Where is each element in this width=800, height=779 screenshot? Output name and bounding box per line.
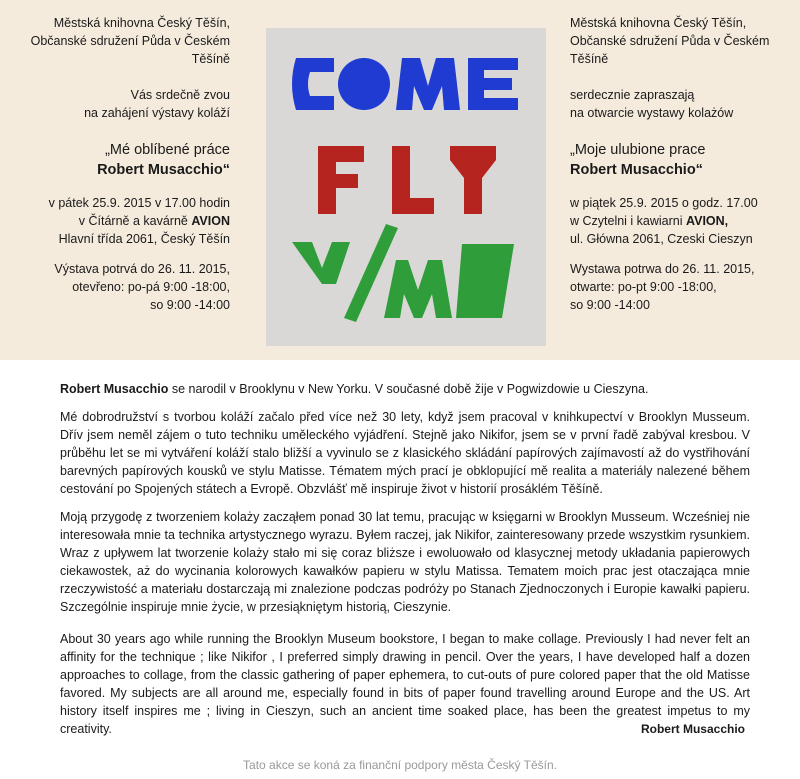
artist-bio: [60, 380, 750, 398]
exhibition-until: Wystawa potrwa do 26. 11. 2015,: [570, 262, 755, 276]
come-fly-with-me-collage: [266, 28, 546, 346]
venue-address: Hlavní třída 2061, Český Těšín: [58, 232, 230, 246]
artist-name: Robert Musacchio“: [570, 162, 703, 178]
poster-letter-m: [396, 58, 460, 110]
venue-prefix: v Čítárně a kavárně: [78, 214, 192, 228]
poster-word-come: [292, 58, 518, 110]
invite-line-1: Vás srdečně zvou: [130, 88, 230, 102]
venue-name: AVION,: [686, 214, 729, 228]
venue-name: AVION: [191, 214, 230, 228]
poster-word-fly: [318, 146, 496, 214]
poster-word-with-me: [292, 224, 514, 322]
poster-letter-w: [292, 242, 350, 284]
funding-note: Tato akce se koná za finanční podpory města Český Těšín.: [243, 758, 557, 772]
organizer-line-1: Městská knihovna Český Těšín,: [570, 16, 747, 30]
czech-invitation: [30, 14, 230, 326]
poster-letter-m2: [384, 260, 452, 318]
venue-prefix: w Czytelni i kawiarni: [570, 214, 687, 228]
poster-letter-f: [318, 146, 364, 214]
invite-line-1: serdecznie zapraszają: [570, 88, 695, 102]
organizer-line-1: Městská knihovna Český Těšín,: [53, 16, 230, 30]
organizer-line-2: Občanské sdružení Půda v Českém Těšíně: [30, 34, 230, 66]
opening-hours-saturday: so 9:00 -14:00: [150, 298, 230, 312]
statement-polish: Moją przygodę z tworzeniem kolaży zacząłem ponad 30 lat temu, pracując w księgarni w Brooklyn Musseum. Wcześniej nie interesowała mnie ta technika artystycznego wyrazu. Byłem raczej, jak Nikifor, zainteresowany przede wszystkim rysunkiem. Wraz z upływem lat tworzenie kolaży stało mi się coraz bliższe i ewoluowało od klasycznej metody układania papierowych ciekawostek, aż do wycinania kolorowych kawałków papieru w stylu Matissa. Tematem moich prac jest otaczająca mnie rzeczywistość a materiału dostarczają mi znalezione podczas podróży po Stanach Zjednoczonych i Europie kawałki papieru. Szczególnie inspiruje mnie życie, w przesiąkniętym historią, Cieszynie.: [60, 510, 750, 614]
organizer-line-2: Občanské sdružení Půda v Českém Těšíně: [570, 34, 770, 66]
artist-name: Robert Musacchio“: [97, 162, 230, 178]
invite-line-2: na otwarcie wystawy kolażów: [570, 106, 734, 120]
exhibition-until: Výstava potrvá do 26. 11. 2015,: [54, 262, 230, 276]
venue-address: ul. Główna 2061, Czeski Cieszyn: [570, 232, 753, 246]
collage-poster: [266, 28, 546, 346]
opening-hours-weekday: otevřeno: po-pá 9:00 -18:00,: [72, 280, 230, 294]
poster-letter-o: [338, 58, 390, 110]
poster-letter-e: [468, 58, 518, 110]
event-date: w piątek 25.9. 2015 o godz. 17.00: [570, 196, 758, 210]
poster-letter-c: [292, 58, 334, 110]
event-date: v pátek 25.9. 2015 v 17.00 hodin: [48, 196, 230, 210]
invitation-header: [0, 0, 800, 360]
artist-statement: [60, 380, 750, 748]
exhibition-title: „Mé oblíbené práce: [105, 142, 230, 158]
artist-bio-text: se narodil v Brooklynu v New Yorku. V současné době žije v Pogwizdowie u Cieszyna.: [168, 382, 649, 396]
poster-letter-e2: [456, 244, 514, 318]
statement-english: About 30 years ago while running the Brooklyn Museum bookstore, I began to make collage. Previously I had never felt an affinity for the technique ; like Nikifor , I preferred simply drawing in pencil. Over the years, I have developed half a dozen approaches to collage, from the classic gathering of paper ephemera, to cut-outs of pure colored paper that the old Matisse favored. My subjects are all around me, especially found in bits of paper found travelling around Europe and the US. Art history itself inspires me ; living in Cieszyn, such an ancient time soaked place, has been the greatest impetus to my creativity.: [60, 632, 750, 736]
opening-hours-weekday: otwarte: po-pt 9:00 -18:00,: [570, 280, 717, 294]
polish-invitation: [570, 14, 780, 326]
poster-letter-l: [392, 146, 434, 214]
invite-line-2: na zahájení výstavy koláží: [84, 106, 230, 120]
statement-czech: Mé dobrodružství s tvorbou koláží začalo před více než 30 lety, když jsem pracoval v knihkupectví v Brooklyn Musseum. Dřív jsem neměl zájem o tuto techniku uměleckého vyjádření. Stejně jako Nikifor, jsem se v první řadě zabýval kresbou. V průběhu let se mi vytváření koláží stalo bližší a vyvinulo se z klasického skládání papírových zajímavostí až do vystřihování barevných papírových kousků ve stylu Matisse. Tématem mých prací je obklopující mě realita a materiály nalezené během cestování po Spojených státech a Evropě. Obzvlášť mě inspiruje život v historií prosáklém Těšíně.: [60, 410, 750, 496]
poster-letter-y: [450, 146, 496, 214]
opening-hours-saturday: so 9:00 -14:00: [570, 298, 650, 312]
artist-bio-name: Robert Musacchio: [60, 382, 169, 396]
exhibition-title: „Moje ulubione prace: [570, 142, 706, 158]
signature: Robert Musacchio: [640, 722, 745, 736]
